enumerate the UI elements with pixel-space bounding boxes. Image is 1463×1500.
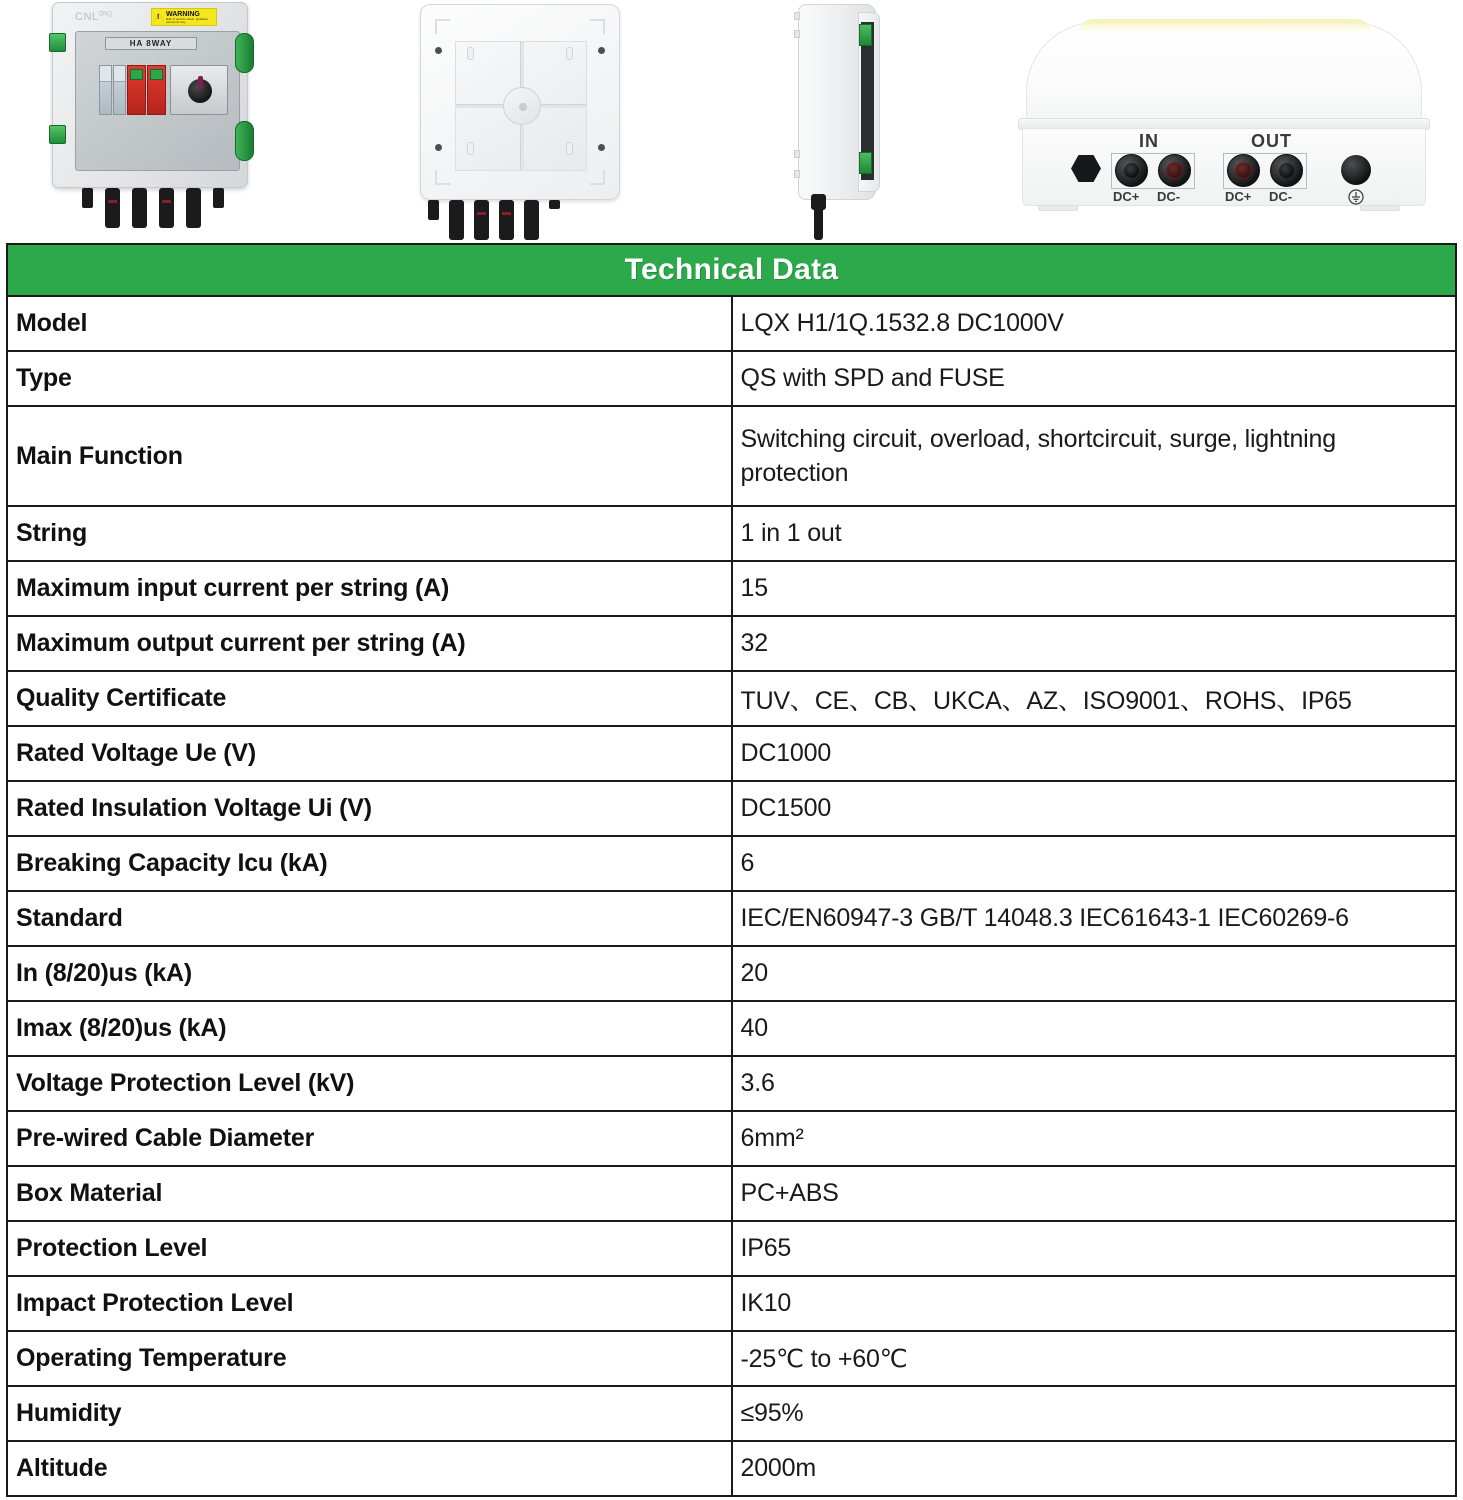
table-row xyxy=(7,1166,1456,1221)
product-photo-front-view xyxy=(38,0,308,243)
spec-key: Standard xyxy=(7,891,732,946)
corner-bracket xyxy=(435,19,450,34)
rotary-knob xyxy=(188,79,212,103)
panel-way-label: HA 8WAY xyxy=(105,37,197,50)
earth-ground-icon xyxy=(1348,189,1364,205)
spec-value: DC1500 xyxy=(732,781,1457,836)
rotary-isolator-switch xyxy=(170,65,228,115)
spec-key: Impact Protection Level xyxy=(7,1276,732,1331)
cable-gland-row xyxy=(428,200,560,240)
in-dc-negative-label: DC- xyxy=(1157,189,1181,204)
spec-value: 3.6 xyxy=(732,1056,1457,1111)
spec-value: 15 xyxy=(732,561,1457,616)
mount-slot xyxy=(467,47,474,60)
mount-slot xyxy=(566,142,573,155)
product-photo-side-view xyxy=(760,0,940,243)
mc4-connector xyxy=(186,188,201,228)
spec-key: Model xyxy=(7,296,732,351)
spec-key: Rated Insulation Voltage Ui (V) xyxy=(7,781,732,836)
spec-value: -25℃ to +60℃ xyxy=(732,1331,1457,1386)
mount-hole xyxy=(598,47,605,54)
enclosure-body xyxy=(52,2,248,188)
side-tab xyxy=(794,30,800,38)
table-row xyxy=(7,351,1456,406)
table-row xyxy=(7,671,1456,726)
table-header-row xyxy=(7,244,1456,296)
enclosure-foot xyxy=(1360,205,1400,211)
in-dc-positive-connector xyxy=(1115,154,1148,187)
cable-gland xyxy=(213,188,224,208)
spec-value: PC+ABS xyxy=(732,1166,1457,1221)
table-row xyxy=(7,1386,1456,1441)
spec-key: Humidity xyxy=(7,1386,732,1441)
table-title: Technical Data xyxy=(7,244,1456,296)
mc4-connector xyxy=(449,200,464,240)
in-dc-positive-label: DC+ xyxy=(1113,189,1140,204)
table-row xyxy=(7,1056,1456,1111)
ground-terminal-nut xyxy=(1341,155,1371,185)
spec-key: String xyxy=(7,506,732,561)
cable-gland-row xyxy=(82,188,224,228)
spec-value: DC1000 xyxy=(732,726,1457,781)
mc4-connector xyxy=(499,200,514,240)
mount-hole xyxy=(598,144,605,151)
connector-face xyxy=(1022,128,1426,206)
side-tab xyxy=(794,170,800,178)
technical-data-body xyxy=(7,244,1456,1496)
latch-clip xyxy=(859,152,872,174)
table-row xyxy=(7,1001,1456,1056)
spec-value: LQX H1/1Q.1532.8 DC1000V xyxy=(732,296,1457,351)
latch-clip xyxy=(49,125,66,144)
brand-name: CNL xyxy=(75,11,99,23)
mc4-connector xyxy=(132,188,147,228)
table-row xyxy=(7,781,1456,836)
warning-triangle-icon xyxy=(154,13,164,22)
product-photo-rear-view xyxy=(398,0,648,243)
mc4-connector xyxy=(105,188,120,228)
spec-key: Main Function xyxy=(7,406,732,506)
din-rail-components xyxy=(99,65,231,115)
spec-key: Type xyxy=(7,351,732,406)
warning-sticker xyxy=(151,8,217,26)
spec-key: Imax (8/20)us (kA) xyxy=(7,1001,732,1056)
corner-bracket xyxy=(590,170,605,185)
brand-logo xyxy=(75,11,112,23)
cable-gland xyxy=(428,200,439,220)
spd-module xyxy=(127,65,146,115)
enclosure-dome xyxy=(1026,22,1422,127)
table-row xyxy=(7,946,1456,1001)
table-row xyxy=(7,406,1456,506)
table-row xyxy=(7,836,1456,891)
spec-value: Switching circuit, overload, shortcircuit, surge, lightning protection xyxy=(732,406,1457,506)
brand-superscript: ONQ xyxy=(98,11,113,18)
table-row xyxy=(7,726,1456,781)
in-dc-negative-connector xyxy=(1158,154,1191,187)
cable-gland xyxy=(82,188,93,208)
table-row xyxy=(7,1441,1456,1496)
spec-value: 1 in 1 out xyxy=(732,506,1457,561)
mc4-connector xyxy=(159,188,174,228)
side-tab xyxy=(794,150,800,158)
spec-key: In (8/20)us (kA) xyxy=(7,946,732,1001)
spec-key: Quality Certificate xyxy=(7,671,732,726)
table-row xyxy=(7,1276,1456,1331)
spec-value: IP65 xyxy=(732,1221,1457,1276)
side-tab xyxy=(794,12,800,20)
in-port-label: IN xyxy=(1139,131,1159,151)
product-image-strip xyxy=(0,0,1463,243)
spec-key: Protection Level xyxy=(7,1221,732,1276)
spec-key: Maximum input current per string (A) xyxy=(7,561,732,616)
mount-hole xyxy=(435,47,442,54)
mount-slot xyxy=(566,47,573,60)
spec-key: Voltage Protection Level (kV) xyxy=(7,1056,732,1111)
out-dc-positive-label: DC+ xyxy=(1225,189,1252,204)
spec-value: 2000m xyxy=(732,1441,1457,1496)
table-row xyxy=(7,561,1456,616)
corner-bracket xyxy=(590,19,605,34)
out-port-label: OUT xyxy=(1251,131,1292,151)
mount-hole xyxy=(435,144,442,151)
spec-key: Maximum output current per string (A) xyxy=(7,616,732,671)
spec-value: IK10 xyxy=(732,1276,1457,1331)
out-dc-negative-label: DC- xyxy=(1269,189,1293,204)
mc4-connector xyxy=(524,200,539,240)
breaker-module xyxy=(113,65,126,115)
spec-key: Breaking Capacity Icu (kA) xyxy=(7,836,732,891)
spec-value: QS with SPD and FUSE xyxy=(732,351,1457,406)
spec-value: 40 xyxy=(732,1001,1457,1056)
corner-bracket xyxy=(435,170,450,185)
mc4-connector xyxy=(474,200,489,240)
mount-slot xyxy=(467,142,474,155)
latch-clip xyxy=(859,24,872,46)
spec-key: Box Material xyxy=(7,1166,732,1221)
out-dc-negative-connector xyxy=(1270,154,1303,187)
spec-value: 6mm² xyxy=(732,1111,1457,1166)
rear-mounting-plate xyxy=(420,4,620,200)
cable-gland xyxy=(814,198,823,240)
spec-key: Rated Voltage Ue (V) xyxy=(7,726,732,781)
spec-value: ≤95% xyxy=(732,1386,1457,1441)
cable-gland xyxy=(549,200,560,209)
technical-data-table xyxy=(6,243,1457,1497)
spec-value: IEC/EN60947-3 GB/T 14048.3 IEC61643-1 IEC60269-6 xyxy=(732,891,1457,946)
latch-clip xyxy=(49,33,66,52)
table-row xyxy=(7,1221,1456,1276)
table-row xyxy=(7,296,1456,351)
warning-fineprint: Risk of electric shock. Qualified personnel only. xyxy=(166,16,208,24)
table-row xyxy=(7,1111,1456,1166)
spd-module xyxy=(147,65,166,115)
breaker-module xyxy=(99,65,112,115)
table-row xyxy=(7,1331,1456,1386)
warning-label-text: WARNING xyxy=(166,10,200,18)
spec-value: 20 xyxy=(732,946,1457,1001)
table-row xyxy=(7,506,1456,561)
hinge xyxy=(235,121,254,161)
table-row xyxy=(7,891,1456,946)
spec-key: Altitude xyxy=(7,1441,732,1496)
plate-center-boss xyxy=(503,87,541,125)
blank-gland-nut xyxy=(1071,155,1101,182)
spec-key: Pre-wired Cable Diameter xyxy=(7,1111,732,1166)
enclosure-foot xyxy=(1038,205,1078,211)
spec-value: TUV、CE、CB、UKCA、AZ、ISO9001、ROHS、IP65 xyxy=(732,671,1457,726)
spec-key: Operating Temperature xyxy=(7,1331,732,1386)
spec-value: 6 xyxy=(732,836,1457,891)
spec-value: 32 xyxy=(732,616,1457,671)
out-dc-positive-connector xyxy=(1227,154,1260,187)
table-row xyxy=(7,616,1456,671)
hinge xyxy=(235,33,254,73)
product-photo-connector-panel xyxy=(1008,0,1438,243)
